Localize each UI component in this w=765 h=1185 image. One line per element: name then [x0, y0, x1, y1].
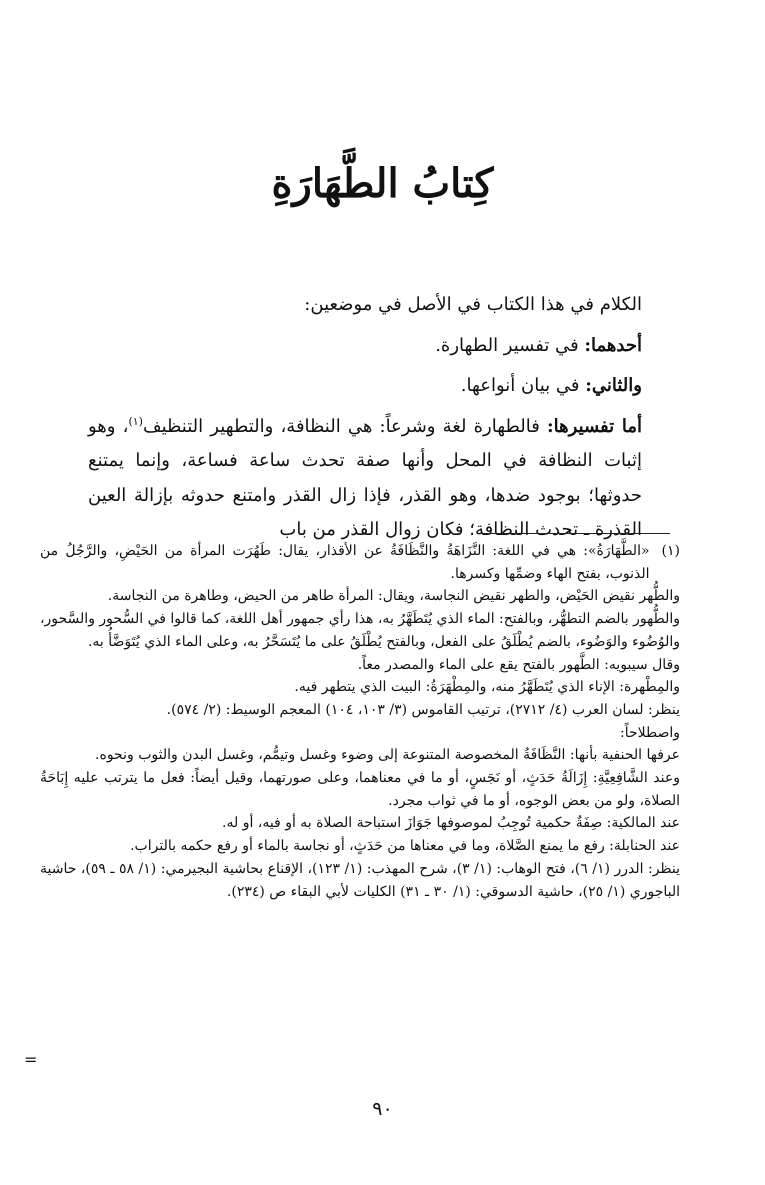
- item-first: [88, 329, 668, 364]
- footnote-entry: [40, 540, 680, 585]
- footnote-number: (١): [661, 543, 680, 559]
- footnote-line: ينظر: لسان العرب (٤/ ٢٧١٢)، ترتيب القاموس (٣/ ١٠٣، ١٠٤) المعجم الوسيط: (٢/ ٥٧٤).: [166, 701, 680, 718]
- definition-paragraph: [88, 410, 668, 548]
- footnote-line: واصطلاحاً:: [619, 724, 680, 741]
- footnote-marker[interactable]: (١): [128, 414, 143, 428]
- footnote-line: عرفها الحنفية بأنها: النَّظَافَةُ المخصوصة المتنوعة إلى وضوء وغسل وتيمُّم، وغسل البدن والثوب ونحوه.: [95, 747, 680, 764]
- footnote-line: ينظر: الدرر (١/ ٦)، فتح الوهاب: (١/ ٣)، شرح المهذب: (١/ ١٢٣)، الإقناع بحاشية البجيرمي: (١/ ٥٨ ـ ٥٩)، حاشية الباجوري (١/ ٢٥)، حاشية الدسوقي: (١/ ٣٠ ـ ٣١) الكليات لأبي البقاء ص (٢٣٤).: [40, 860, 681, 900]
- item-first-label: أحدهما:: [584, 334, 642, 356]
- page-number: ٩٠: [372, 1098, 393, 1120]
- footnotes: [40, 540, 680, 903]
- footnote-line: والطُّهور بالضم التطهُّر، وبالفتح: الماء الذي يُتَطَهَّرُ به، هذا رأي جمهور أهل اللغة، كما قالوا في السُّحور والسَّحور، والوُضُوء والوَضُوء، بالضم يُطْلَقُ على الفعل، وبالفتح يُطْلَقُ على ما يُتَسَحَّرُ به، وعلى الماء الذي يُتَوَضَّأُ به.: [40, 611, 680, 650]
- footnote-line: وقال سيبويه: الطَّهور بالفتح يقع على الماء والمصدر معاً.: [357, 656, 680, 673]
- footnote-line: والمِطْهرة: الإناء الذي يُتَطَهَّرُ منه، والمِطْهَرَةُ: البيت الذي يتطهر فيه.: [294, 679, 680, 696]
- main-text: [88, 288, 668, 548]
- intro-line: الكلام في هذا الكتاب في الأصل في موضعين:: [304, 294, 642, 315]
- continuation-mark: =: [24, 1050, 38, 1069]
- footnote-line: عند الحنابلة: رفع ما يمنع الصَّلاة، وما في معناها من حَدَثٍ، أو نجاسة بالماء أو رفع حكمه بالتراب.: [130, 838, 680, 855]
- definition-label: أما تفسيرها:: [547, 415, 642, 437]
- item-first-text: في تفسير الطهارة.: [435, 334, 585, 356]
- item-second-text: في بيان أنواعها.: [460, 375, 586, 396]
- footnote-line: وعند الشَّافِعِيَّةِ: إِزَالَةُ حَدَثٍ، أو نَجَسٍ، أو ما في معناهما، وعلى صورتهما، وقيل أيضاً: فعل ما يترتب عليه إِبَاحَةُ الصلاة، ولو من بعض الوجوه، أو ما في ثواب مجرد.: [40, 770, 680, 809]
- footnote-line: «الطَّهَارَةُ»: هي في اللغة: النَّزَاهَةُ والنَّظَافَةُ عن الأقذار، يقال: طَهُرَت المرأة من الحَيْضِ، والرَّجُلُ من الذنوب، بفتح الهاء وضمِّها وكسرها.: [40, 543, 650, 582]
- footnote-divider: [480, 533, 670, 534]
- definition-text-part2: ، وهو إثبات النظافة في المحل وأنها صفة تحدث ساعة فساعة، وإنما يمتنع حدوثها؛ بوجود ضدها، وهو القذر، فإذا زال القذر وامتنع حدوثه بإزالة العين القذرة ـ تحدث النظافة؛ فكان زوال القذر من باب: [88, 415, 642, 540]
- footnote-line: والطُّهر نقيض الحَيْض، والطهر نقيض النجاسة، ويقال: المرأة طاهر من الحيض، وطاهرة من النجاسة.: [107, 588, 680, 605]
- definition-text-part1: فالطهارة لغة وشرعاً: هي النظافة، والتطهير التنظيف: [142, 415, 548, 437]
- item-second: [88, 369, 668, 404]
- item-second-label: والثاني:: [585, 375, 642, 396]
- footnote-line: عند المالكية: صِفَةٌ حكمية تُوجِبُ لموصوفها جَوَازَ استباحة الصلاة به أو فيه، أو له.: [222, 815, 680, 832]
- chapter-title: كِتابُ الطَّهَارَةِ: [271, 160, 494, 207]
